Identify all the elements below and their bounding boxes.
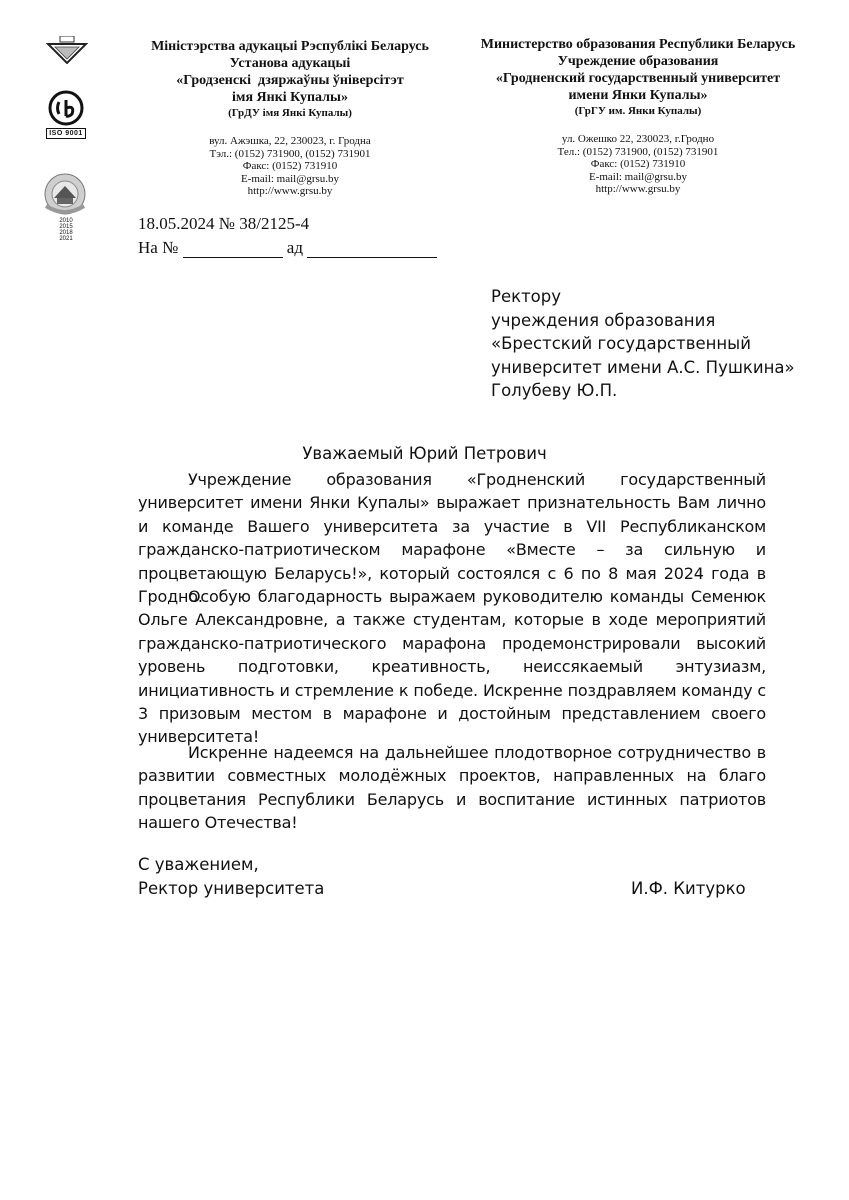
award-years (50, 218, 82, 242)
institution-type: Учреждение образования (557, 54, 719, 69)
university-name-line2: імя Янкі Купалы» (232, 90, 348, 105)
award-year: 2018 (59, 230, 73, 236)
website-url: http://www.grsu.by (595, 183, 681, 195)
university-abbrev: (ГрДУ імя Янкі Купалы) (228, 107, 352, 119)
reference-middle: ад (286, 238, 303, 257)
phone-numbers: Тел.: (0152) 731900, (0152) 731901 (557, 145, 719, 158)
ministry-name: Министерство образования Республики Беларусь (480, 37, 796, 52)
letterhead-belarusian (118, 38, 462, 198)
fax-number: Факс: (0152) 731910 (242, 160, 338, 172)
addressee-block (491, 285, 831, 403)
addressee-line: «Брестский государственный (491, 334, 751, 353)
university-abbrev: (ГрГУ им. Янки Купалы) (574, 105, 702, 117)
award-year: 2015 (59, 224, 73, 230)
closing-block (138, 853, 324, 901)
reference-line (138, 238, 437, 258)
body-paragraph-3: Искренне надеемся на дальнейшее плодотворное сотрудничество в развитии совместных молодёжных проектов, направленных на благо процветания Республики Беларусь и воспитание истинных патриотов нашего Отечества! (138, 743, 766, 833)
institution-type: Установа адукацыі (229, 56, 351, 71)
contact-block (118, 135, 462, 198)
contact-block (455, 133, 821, 196)
ministry-name: Міністэрства адукацыі Рэспублікі Беларусь (151, 39, 429, 54)
salutation: Уважаемый Юрий Петрович (302, 444, 547, 463)
stb-certification-mark-icon (48, 90, 84, 126)
registration-date-number: 18.05.2024 № 38/2125-4 (138, 214, 310, 233)
email-address: E-mail: mail@grsu.by (240, 172, 340, 185)
addressee-line: Голубеву Ю.П. (491, 381, 618, 400)
award-year: 2021 (59, 236, 73, 242)
quality-award-badge-icon (40, 172, 90, 220)
phone-numbers: Тэл.: (0152) 731900, (0152) 731901 (209, 147, 371, 160)
iso-9001-badge (46, 128, 86, 139)
signer-position: Ректор университета (138, 879, 325, 898)
street-address: вул. Ажэшка, 22, 230023, г. Гродна (209, 135, 371, 147)
addressee-line: университет имени А.С. Пушкина» (491, 357, 795, 377)
body-paragraph-2: Особую благодарность выражаем руководителю команды Семенюк Ольге Александровне, а также студентам, которые в ходе мероприятий гражданско-патриотического марафона продемонстрировали высокий уровень подготовки, креативность, неиссякаемый энтузиазм, инициативность и стремление к победе. Искренне поздравляем команду с 3 призовым местом в марафоне и достойным представлением своего университета! (138, 587, 766, 747)
body-paragraph-1: Учреждение образования «Гродненский государственный университет имени Янки Купалы» выражает признательность Вам лично и команде Вашего университета за участие в VII Республиканском гражданско-патриотическом марафоне «Вместе – за сильную и процветающую Беларусь!», который состоялся с 6 по 8 мая 2024 года в Гродно. (138, 470, 766, 607)
reference-date-blank (307, 241, 437, 258)
regards-text: С уважением, (138, 855, 259, 874)
university-name-line1: «Гродзенскі дзяржаўны ўніверсітэт (176, 73, 404, 88)
letterhead-russian (455, 36, 821, 196)
award-year: 2010 (59, 218, 73, 224)
fax-number: Факс: (0152) 731910 (590, 158, 686, 170)
email-address: E-mail: mail@grsu.by (588, 170, 688, 183)
triangle-quality-mark-icon (46, 36, 88, 64)
website-url: http://www.grsu.by (247, 185, 333, 197)
university-name-line1: «Гродненский государственный университет (495, 71, 781, 86)
addressee-line: учреждения образования (491, 310, 716, 330)
signer-name: И.Ф. Китурко (631, 879, 746, 898)
iso-label: ISO 9001 (46, 128, 86, 139)
street-address: ул. Ожешко 22, 230023, г.Гродно (561, 133, 715, 145)
addressee-line: Ректору (491, 287, 562, 306)
reference-number-blank (183, 241, 283, 258)
university-name-line2: имени Янки Купалы» (568, 88, 708, 103)
reference-prefix: На № (138, 238, 179, 257)
